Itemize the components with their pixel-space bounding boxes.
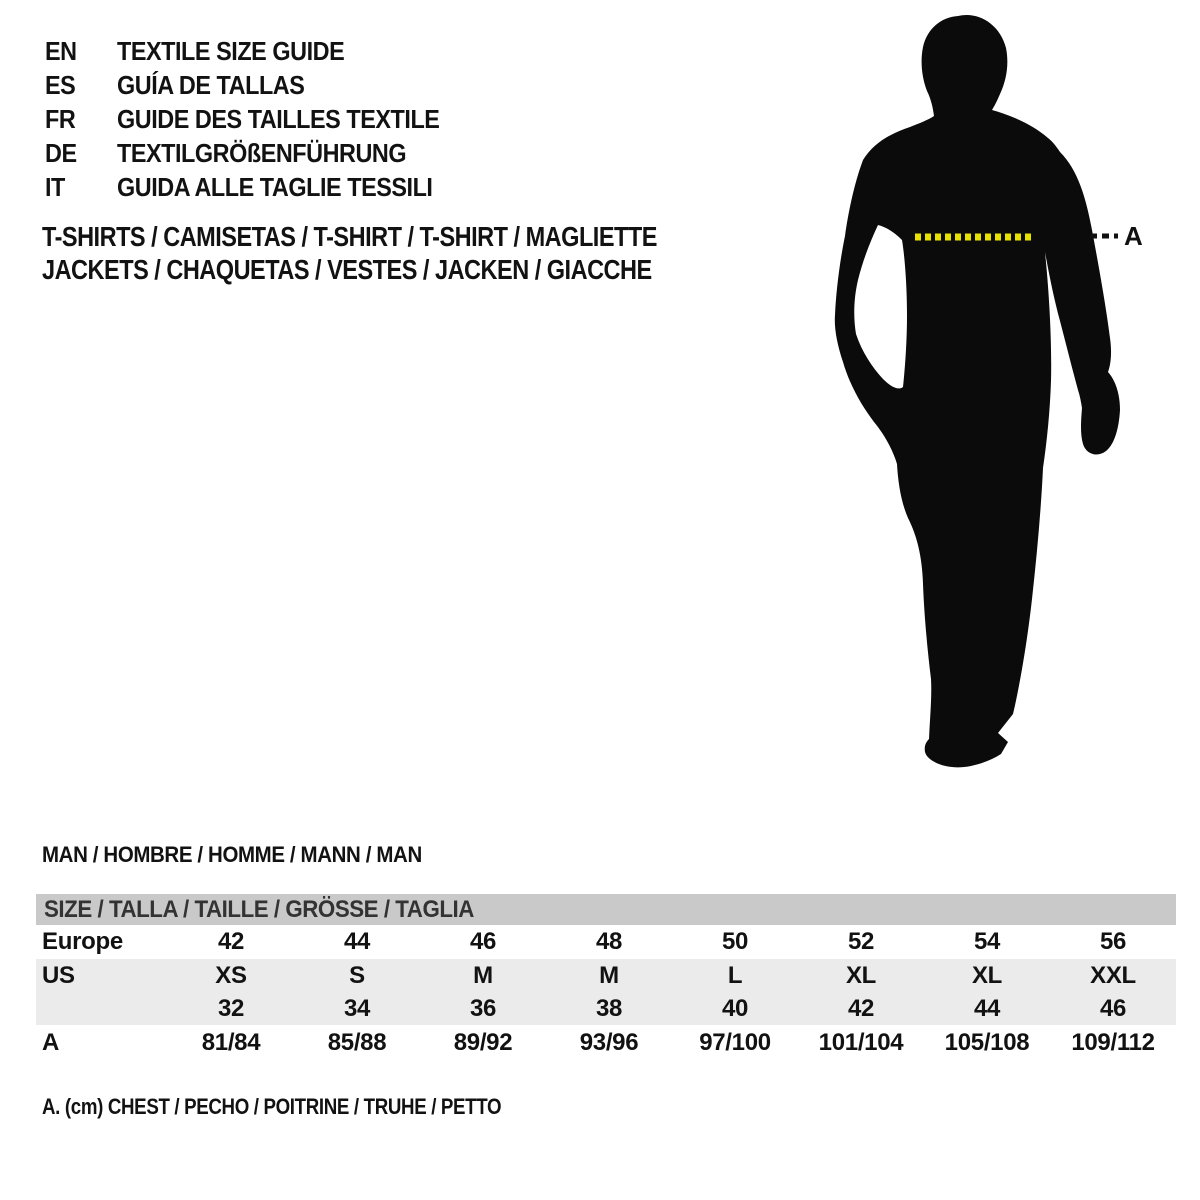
size-cell: 42 (217, 928, 245, 955)
size-cell: 93/96 (579, 1029, 639, 1056)
size-row-us (36, 959, 1176, 992)
size-cell: 54 (973, 928, 1001, 955)
size-cell: 56 (1099, 928, 1127, 955)
language-code: DE (45, 137, 77, 168)
size-cell: 85/88 (327, 1029, 387, 1056)
size-cell: XL (971, 961, 1003, 989)
size-cell: 40 (721, 994, 749, 1022)
size-cell: 101/104 (818, 1029, 904, 1056)
size-table (36, 894, 1176, 1061)
size-cell: 52 (847, 928, 875, 955)
size-cell: 89/92 (453, 1029, 513, 1056)
size-row-chest-a (36, 1025, 1176, 1061)
size-table-header-text: SIZE / TALLA / TAILLE / GRÖSSE / TAGLIA (44, 895, 474, 923)
size-cell: M (599, 961, 619, 989)
size-cell: S (349, 961, 365, 989)
size-table-header (36, 894, 1176, 925)
man-silhouette-figure (820, 0, 1200, 800)
size-cell: 42 (847, 994, 875, 1022)
size-cell: L (727, 961, 743, 989)
language-label: GUIDE DES TAILLES TEXTILE (117, 103, 440, 134)
size-cell: 46 (1099, 994, 1127, 1022)
language-row-de (45, 136, 439, 170)
size-cell: 81/84 (201, 1029, 261, 1056)
size-cell: 97/100 (699, 1029, 771, 1056)
section-title-man: MAN / HOMBRE / HOMME / MANN / MAN (42, 842, 422, 867)
size-cell: XL (845, 961, 877, 989)
size-cell: 32 (217, 994, 245, 1022)
category-line-jackets: JACKETS / CHAQUETAS / VESTES / JACKEN / GIACCHE (42, 254, 652, 285)
language-label: TEXTILE SIZE GUIDE (117, 35, 345, 66)
language-code: IT (45, 171, 65, 202)
size-cell: M (473, 961, 493, 989)
language-code: FR (45, 103, 76, 134)
man-silhouette-svg (820, 0, 1200, 800)
size-cell: XXL (1090, 961, 1136, 989)
language-row-it (45, 170, 439, 204)
language-row-en (45, 34, 439, 68)
measure-label-a: A (1124, 221, 1143, 251)
size-row-europe (36, 925, 1176, 959)
man-silhouette (835, 15, 1120, 767)
size-cell: 38 (595, 994, 623, 1022)
size-cell: 34 (343, 994, 371, 1022)
row-label: A (42, 1029, 60, 1056)
size-cell: 44 (343, 928, 371, 955)
size-cell: 46 (469, 928, 497, 955)
size-cell: 105/108 (944, 1029, 1030, 1056)
row-label: Europe (42, 928, 123, 955)
language-label: GUÍA DE TALLAS (117, 69, 305, 100)
row-label: US (42, 961, 75, 989)
measurement-footnote: A. (cm) CHEST / PECHO / POITRINE / TRUHE / PETTO (42, 1094, 502, 1119)
language-label: GUIDA ALLE TAGLIE TESSILI (117, 171, 433, 202)
language-list (45, 34, 439, 204)
size-cell: 48 (595, 928, 623, 955)
size-cell: 109/112 (1071, 1029, 1155, 1056)
language-code: EN (45, 35, 77, 66)
size-cell: 50 (721, 928, 749, 955)
language-row-fr (45, 102, 439, 136)
language-code: ES (45, 69, 76, 100)
size-cell: XS (215, 961, 247, 989)
language-label: TEXTILGRÖßENFÜHRUNG (117, 137, 407, 168)
size-row-unlabeled (36, 992, 1176, 1025)
size-cell: 44 (973, 994, 1001, 1022)
language-row-es (45, 68, 439, 102)
category-list (42, 220, 657, 286)
size-cell: 36 (469, 994, 497, 1022)
category-line-tshirts: T-SHIRTS / CAMISETAS / T-SHIRT / T-SHIRT / MAGLIETTE (42, 221, 657, 252)
